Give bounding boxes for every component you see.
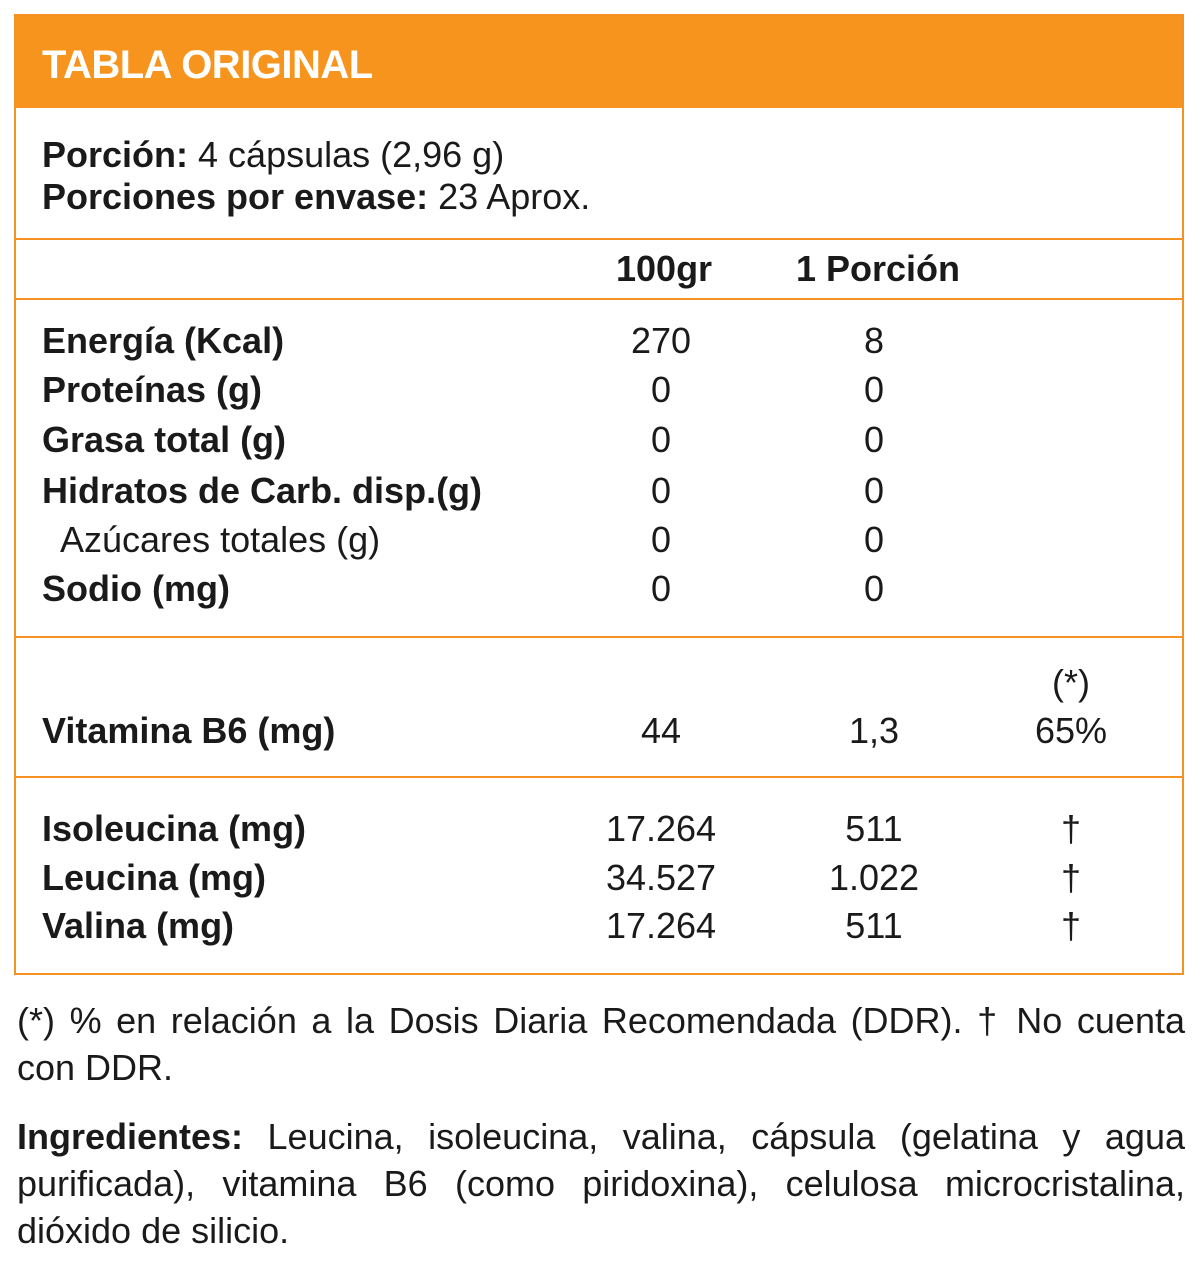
value-100gr: 0 <box>650 419 672 460</box>
table-row <box>16 857 1182 907</box>
value-portion: 1.022 <box>828 857 920 898</box>
ingredients-text: Leucina, isoleucina, valina, cápsula (gelatina y agua purificada), vitamina B6 (como piridoxina), celulosa microcristalina, dióxido de silicio. <box>17 1116 1185 1251</box>
row-label: Azúcares totales (g) <box>60 519 381 560</box>
row-label: Grasa total (g) <box>42 419 287 460</box>
value-portion: 0 <box>863 419 885 460</box>
value-portion: 1,3 <box>848 710 900 751</box>
table-row <box>16 905 1182 955</box>
ingredients <box>17 1113 1185 1254</box>
value-ddr: † <box>1060 857 1082 898</box>
value-portion: 511 <box>845 808 903 849</box>
value-portion: 0 <box>863 369 885 410</box>
row-label: Hidratos de Carb. disp.(g) <box>42 470 483 511</box>
row-label: Sodio (mg) <box>42 568 230 609</box>
row-label: Proteínas (g) <box>42 369 263 410</box>
row-label: Energía (Kcal) <box>42 320 285 361</box>
ddr-marker: (*) <box>1052 662 1090 703</box>
value-ddr: 65% <box>1034 710 1108 751</box>
column-header-portion: 1 Porción <box>796 248 961 289</box>
value-portion: 8 <box>863 320 885 361</box>
table-row <box>16 369 1182 419</box>
table-row <box>16 519 1182 569</box>
value-100gr: 0 <box>650 369 672 410</box>
value-100gr: 44 <box>640 710 682 751</box>
row-label: Vitamina B6 (mg) <box>42 710 336 751</box>
value-portion: 511 <box>845 905 903 946</box>
portion-label: Porción: <box>42 134 189 175</box>
value-portion: 0 <box>863 470 885 511</box>
value-portion: 0 <box>863 568 885 609</box>
table-row <box>16 568 1182 618</box>
value-100gr: 34.527 <box>605 857 717 898</box>
table-row <box>16 808 1182 858</box>
row-label: Leucina (mg) <box>42 857 267 898</box>
value-100gr: 270 <box>630 320 692 361</box>
ddr-marker-row <box>16 662 1182 712</box>
footnote: (*) % en relación a la Dosis Diaria Recomendada (DDR). † No cuenta con DDR. <box>17 1000 1185 1088</box>
value-100gr: 17.264 <box>605 905 717 946</box>
value-100gr: 0 <box>650 470 672 511</box>
divider <box>16 636 1182 638</box>
value-100gr: 0 <box>650 519 672 560</box>
servings-line <box>42 176 590 218</box>
value-100gr: 17.264 <box>605 808 717 849</box>
divider <box>16 776 1182 778</box>
servings-value: 23 Aprox. <box>428 176 591 217</box>
table-row <box>16 710 1182 760</box>
row-label: Valina (mg) <box>42 905 235 946</box>
portion-value: 4 cápsulas (2,96 g) <box>188 134 505 175</box>
value-ddr: † <box>1060 808 1082 849</box>
divider <box>16 298 1182 300</box>
servings-label: Porciones por envase: <box>42 176 429 217</box>
value-ddr: † <box>1060 905 1082 946</box>
nutrition-table <box>14 14 1184 975</box>
divider <box>16 238 1182 240</box>
table-header <box>16 16 1182 108</box>
table-row <box>16 419 1182 469</box>
value-portion: 0 <box>863 519 885 560</box>
portion-line <box>42 134 504 176</box>
table-row <box>16 470 1182 520</box>
column-header-100gr: 100gr <box>616 248 713 289</box>
row-label: Isoleucina (mg) <box>42 808 307 849</box>
table-row <box>16 320 1182 370</box>
table-title: TABLA ORIGINAL <box>42 43 373 87</box>
value-100gr: 0 <box>650 568 672 609</box>
ingredients-label: Ingredientes: <box>17 1116 244 1157</box>
